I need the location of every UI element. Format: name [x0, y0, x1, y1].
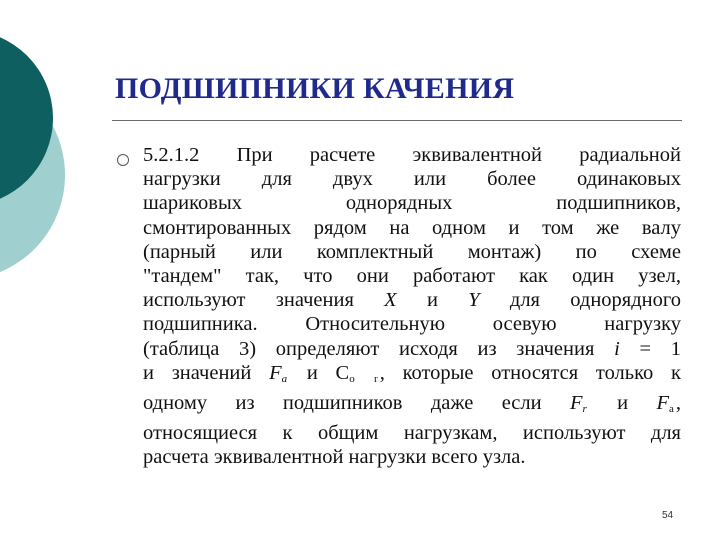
var-f: F [269, 361, 282, 384]
body-fragment: и [426, 289, 438, 312]
var-y: Y [468, 289, 480, 312]
slide-body-text [143, 143, 681, 470]
body-line: шариковых однорядных подшипников, [143, 192, 681, 215]
var-x: X [384, 289, 397, 312]
body-line [143, 391, 681, 421]
var-f: F [656, 392, 670, 415]
slide-title: ПОДШИПНИКИ КАЧЕНИЯ [115, 72, 515, 105]
body-fragment: и значений [143, 361, 252, 384]
body-line: расчета эквивалентной нагрузки всего узла. [143, 446, 526, 469]
body-line: (парный или комплектный монтаж) по схеме [143, 240, 681, 263]
body-line: смонтированных рядом на одном и том же валу [143, 216, 681, 239]
subscript-or: o r [349, 372, 380, 385]
page-number: 54 [662, 510, 674, 521]
body-line [143, 337, 681, 361]
body-fragment: , [675, 392, 682, 415]
body-line: 5.2.1.2 При расчете эквивалентной радиальной [143, 144, 681, 166]
body-line: нагрузки для двух или более одинаковых [143, 168, 681, 191]
body-fragment: и С [306, 361, 350, 384]
body-fragment: и [617, 392, 629, 415]
body-fragment: , которые относятся только к [379, 361, 681, 384]
body-fragment: одному из подшипников даже если [143, 392, 542, 415]
subscript-a: a [669, 403, 676, 416]
body-fragment: используют значения [143, 289, 354, 312]
title-divider [112, 120, 682, 121]
decorative-circles [0, 0, 120, 300]
var-f: F [569, 392, 583, 415]
body-line [143, 361, 681, 391]
body-fragment: для однорядного [509, 289, 682, 312]
body-line: подшипника. Относительную осевую нагрузку [143, 313, 681, 336]
body-fragment: (таблица 3) определяют исходя из значения [143, 337, 595, 360]
subscript-a: a [281, 372, 290, 385]
body-line: относящиеся к общим нагрузкам, используют для [143, 422, 681, 445]
hollow-circle-bullet-icon [117, 154, 129, 166]
body-line: "тандем" так, что они работают как один узел, [143, 265, 681, 288]
body-fragment: = 1 [639, 337, 682, 360]
subscript-r: r [582, 403, 589, 416]
body-line [143, 288, 681, 312]
var-i: i [614, 337, 620, 360]
